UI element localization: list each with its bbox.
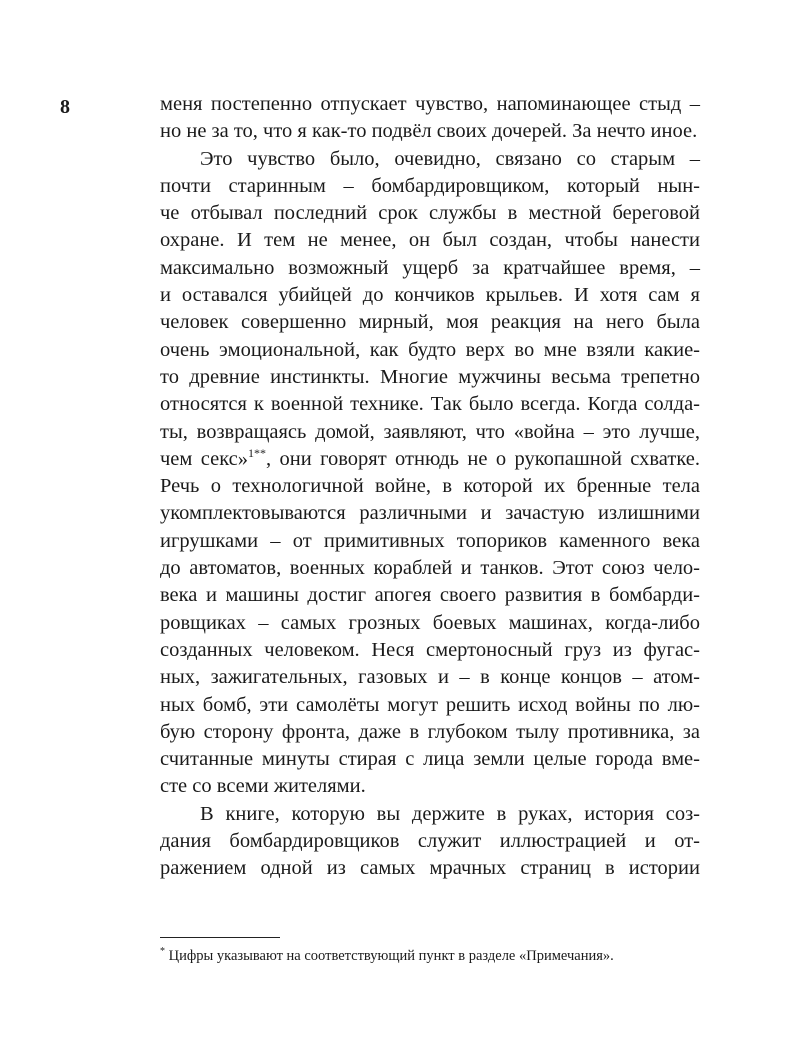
text-line: ных бомб, эти самолёты могут решить исход войны по лю-: [160, 693, 700, 716]
body-text: [160, 91, 700, 883]
text-line: сте со всеми жителями.: [160, 775, 366, 798]
text-fragment: чем секс»: [160, 447, 249, 470]
text-line: ты, возвращаясь домой, заявляют, что «война – это лучше,: [160, 420, 700, 443]
text-line: дания бомбардировщиков служит иллюстрацией и от-: [160, 830, 700, 853]
text-line: охране. И тем не менее, он был создан, чтобы нанести: [160, 229, 700, 252]
text-line: бую сторону фронта, даже в глубоком тылу противника, за: [160, 720, 700, 743]
text-line: относятся к военной технике. Так было всегда. Когда солда-: [160, 393, 700, 416]
text-line: че отбывал последний срок службы в местной береговой: [160, 202, 700, 225]
footnote-mark: *: [160, 946, 165, 958]
text-line: считанные минуты стирая с лица земли целые города вме-: [160, 748, 700, 771]
text-line: и оставался убийцей до кончиков крыльев. И хотя сам я: [160, 284, 700, 307]
text-line: укомплектовываются различными и зачастую излишними: [160, 502, 700, 525]
text-line: меня постепенно отпускает чувство, напоминающее стыд –: [160, 93, 700, 115]
text-line: до автоматов, военных кораблей и танков. Этот союз чело-: [160, 557, 700, 580]
text-line-with-note: [160, 446, 700, 473]
text-line: созданных человеком. Неся смертоносный груз из фугас-: [160, 638, 700, 661]
text-fragment: , они говорят отнюдь не о рукопашной схватке.: [266, 447, 700, 470]
text-line: Это чувство было, очевидно, связано со старым –: [200, 147, 700, 170]
text-line: В книге, которую вы держите в руках, история соз-: [200, 802, 700, 825]
text-line: человек совершенно мирный, моя реакция на него была: [160, 311, 700, 334]
text-line: очень эмоциональной, как будто верх во мне взяли какие-: [160, 338, 700, 361]
footnote: [160, 946, 614, 966]
text-line: почти старинным – бомбардировщиком, который нын-: [160, 174, 700, 197]
text-line: но не за то, что я как-то подвёл своих дочерей. За нечто иное.: [160, 120, 698, 143]
text-line: века и машины достиг апогея своего развития в бомбарди-: [160, 584, 700, 607]
text-line: ных, зажигательных, газовых и – в конце концов – атом-: [160, 666, 700, 689]
note-reference: 1**: [248, 446, 267, 461]
text-line: ровщиках – самых грозных боевых машинах, когда-либо: [160, 611, 700, 634]
text-line: максимально возможный ущерб за кратчайшее время, –: [160, 256, 700, 279]
page-number: 8: [60, 96, 70, 118]
text-line: то древние инстинкты. Многие мужчины весьма трепетно: [160, 365, 700, 388]
footnote-text: Цифры указывают на соответствующий пункт в разделе «Примечания».: [168, 948, 614, 964]
text-line: ражением одной из самых мрачных страниц в истории: [160, 857, 700, 880]
text-line: Речь о технологичной войне, в которой их бренные тела: [160, 475, 700, 498]
text-line: игрушками – от примитивных топориков каменного века: [160, 529, 700, 552]
footnote-divider: [160, 937, 280, 938]
